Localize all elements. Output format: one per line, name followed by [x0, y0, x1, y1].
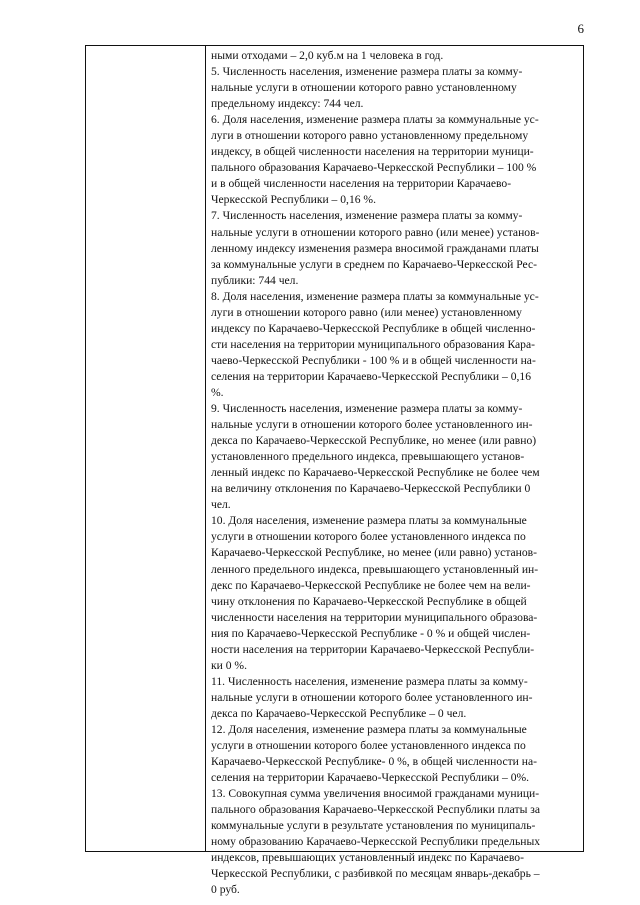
- text-line: пального образования Карачаево-Черкесской Республики платы за: [211, 803, 540, 817]
- text-line: ленного предельного индекса, превышающего установленный ин-: [211, 562, 539, 576]
- text-line: за коммунальные услуги в среднем по Карачаево-Черкесской Рес-: [211, 257, 537, 271]
- text-line: ному образованию Карачаево-Черкесской Республики предельных: [211, 835, 541, 849]
- text-line: численности населения на территории муниципального образова-: [211, 610, 538, 624]
- text-line: чаево-Черкесской Республики - 100 % и в общей численности на-: [211, 353, 536, 367]
- text-line: %.: [211, 385, 224, 399]
- text-line: ки 0 %.: [211, 658, 247, 672]
- text-line: декса по Карачаево-Черкесской Республике – 0 чел.: [211, 706, 467, 720]
- page-number: 6: [577, 21, 584, 36]
- text-line: нальные услуги в отношении которого равно (или менее) установ-: [211, 225, 540, 239]
- text-line: услуги в отношении которого более установленного индекса по: [211, 530, 526, 544]
- text-line: 11. Численность населения, изменение размера платы за комму-: [211, 674, 528, 688]
- text-line: ленный индекс по Карачаево-Черкесской Республике не более чем: [211, 466, 540, 480]
- text-line: 8. Доля населения, изменение размера платы за коммунальные ус-: [211, 289, 539, 303]
- text-line: на величину отклонения по Карачаево-Черкесской Республики 0: [211, 482, 531, 496]
- text-line: индексу по Карачаево-Черкесской Республике в общей численно-: [211, 321, 536, 335]
- text-line: Карачаево-Черкесской Республике, но менее (или равно) установ-: [211, 546, 538, 560]
- text-line: декс по Карачаево-Черкесской Республике не более чем на вели-: [211, 578, 531, 592]
- text-line: декса по Карачаево-Черкесской Республике, но менее (или равно): [211, 434, 537, 448]
- text-line: Карачаево-Черкесской Республике- 0 %, в общей численности на-: [211, 755, 537, 769]
- document-table: [85, 45, 584, 897]
- text-line: чел.: [211, 498, 231, 512]
- text-line: нальные услуги в отношении которого равно установленному: [211, 81, 517, 95]
- text-line: луги в отношении которого равно установленному предельному: [211, 129, 529, 143]
- text-line: 10. Доля населения, изменение размера платы за коммунальные: [211, 514, 527, 528]
- text-line: предельному индексу: 744 чел.: [211, 97, 364, 111]
- text-line: ния по Карачаево-Черкесской Республике - 0 % и общей числен-: [211, 626, 531, 640]
- text-line: коммунальные услуги в результате установления по муниципаль-: [211, 819, 536, 833]
- text-line: сти населения на территории муниципального образования Кара-: [211, 337, 535, 351]
- text-line: 6. Доля населения, изменение размера платы за коммунальные ус-: [211, 113, 539, 127]
- text-line: индексу, в общей численности населения на территории муници-: [211, 145, 534, 159]
- text-line: Черкесской Республики, с разбивкой по месяцам январь-декабрь –: [211, 867, 540, 881]
- text-line: чину отклонения по Карачаево-Черкесской Республике в общей: [211, 594, 527, 608]
- text-line: ленному индексу изменения размера вносимой гражданами платы: [211, 241, 539, 255]
- text-line: индексов, превышающих установленный индекс по Карачаево-: [211, 851, 524, 865]
- text-line: и в общей численности населения на территории Карачаево-: [211, 177, 512, 191]
- text-line: 12. Доля населения, изменение размера платы за коммунальные: [211, 722, 527, 736]
- text-line: луги в отношении которого равно (или менее) установленному: [211, 305, 522, 319]
- text-line: селения на территории Карачаево-Черкесской Республики – 0,16: [211, 369, 531, 383]
- text-line: нальные услуги в отношении которого более установленного ин-: [211, 690, 533, 704]
- text-line: 5. Численность населения, изменение размера платы за комму-: [211, 65, 523, 79]
- text-line: ности населения на территории Карачаево-Черкесской Республи-: [211, 642, 535, 656]
- text-line: ными отходами – 2,0 куб.м на 1 человека в год.: [211, 49, 444, 62]
- text-line: установленного предельного индекса, превышающего установ-: [211, 450, 525, 464]
- text-line: публики: 744 чел.: [211, 273, 299, 287]
- text-line: 9. Численность населения, изменение размера платы за комму-: [211, 402, 523, 416]
- table-left-cell: [86, 46, 206, 851]
- text-line: услуги в отношении которого более установленного индекса по: [211, 739, 526, 753]
- text-line: пального образования Карачаево-Черкесской Республики – 100 %: [211, 161, 537, 175]
- text-line: 0 руб.: [211, 883, 240, 897]
- text-line: нальные услуги в отношении которого более установленного ин-: [211, 418, 533, 432]
- table-right-cell: [206, 46, 583, 897]
- text-line: 7. Численность населения, изменение размера платы за комму-: [211, 209, 523, 223]
- text-line: селения на территории Карачаево-Черкесской Республики – 0%.: [211, 771, 530, 785]
- text-line: 13. Совокупная сумма увеличения вносимой гражданами муници-: [211, 787, 540, 801]
- text-line: Черкесской Республики – 0,16 %.: [211, 193, 376, 207]
